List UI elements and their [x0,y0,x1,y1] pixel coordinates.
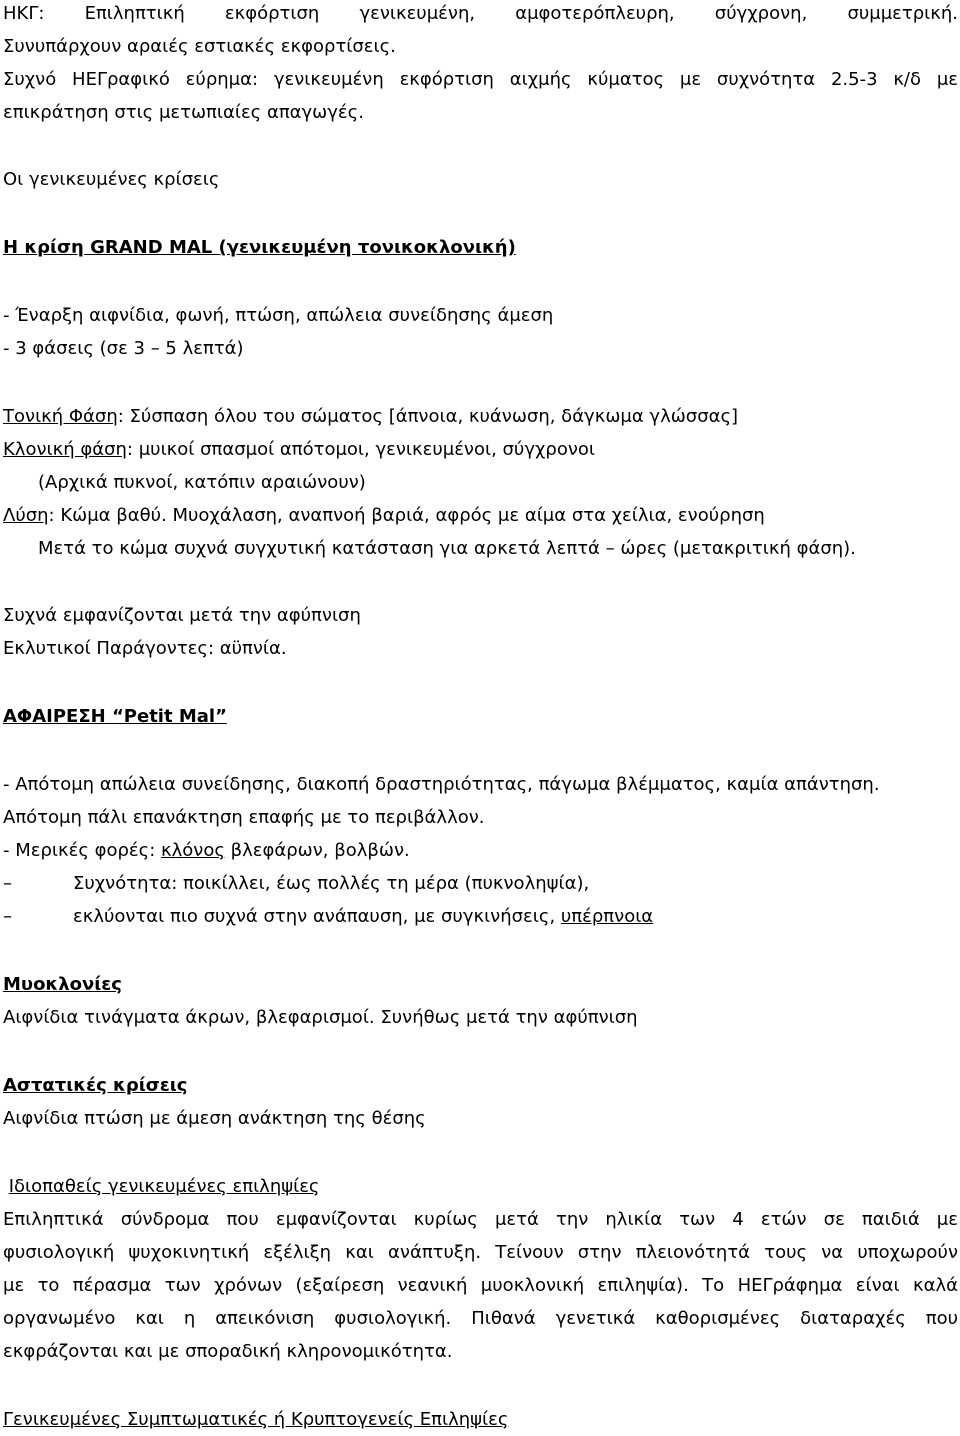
petit-mal-item-2 [3,900,958,933]
myoclonus-text: Αιφνίδια τινάγματα άκρων, βλεφαρισμοί. Συνήθως μετά την αφύπνιση [3,1007,638,1028]
myoclonus-heading: Μυοκλονίες [3,974,122,995]
grand-mal-bullet-onset: - Έναρξη αιφνίδια, φωνή, πτώση, απώλεια συνείδησης άμεση [3,305,554,326]
ekg-line-2: Συνυπάρχουν αραιές εστιακές εκφορτίσεις. [3,36,396,57]
clonic-phase-label: Κλονική φάση [3,439,127,460]
hyperpnea-link: υπέρπνοια [560,906,654,927]
resolution-text: : Κώμα βαθύ. Μυοχάλαση, αναπνοή βαριά, αφρός με αίμα στα χείλια, ενούρηση [48,505,765,526]
tonic-phase-label: Τονική Φάση [3,406,118,427]
idiopathic-line-1: Επιληπτικά σύνδρομα που εμφανίζονται κυρίως μετά την ηλικία των 4 ετών σε παιδιά με [3,1209,958,1230]
after-wake-line: Συχνά εμφανίζονται μετά την αφύπνιση [3,605,361,626]
clonic-phase-line [3,433,958,466]
idiopathic-heading-line [3,1170,958,1203]
petit-mal-line-2: Απότομη πάλι επανάκτηση επαφής με το περιβάλλον. [3,807,485,828]
resolution-line [3,499,958,532]
dash-bullet: – [3,906,12,927]
astatic-heading: Αστατικές κρίσεις [3,1075,188,1096]
tonic-phase-text: : Σύσπαση όλου του σώματος [άπνοια, κυάνωση, δάγκωμα γλώσσας] [117,406,739,427]
idiopathic-line-2: φυσιολογική ψυχοκινητική εξέλιξη και ανάπτυξη. Τείνουν στην πλειονότητά τους να υποχωρούν [3,1242,958,1263]
triggers-line: Εκλυτικοί Παράγοντες: αϋπνία. [3,638,287,659]
eeg-line-1: Συχνό ΗΕΓραφικό εύρημα: γενικευμένη εκφόρτιση αιχμής κύματος με συχνότητα 2.5-3 κ/δ με [3,69,958,90]
astatic-text: Αιφνίδια πτώση με άμεση ανάκτηση της θέσης [3,1108,426,1129]
clonus-link: κλόνος [161,840,225,861]
dash-bullet: – [3,873,12,894]
petit-mal-line-3-suffix: βλεφάρων, βολβών. [224,840,410,861]
petit-mal-line-3 [3,834,958,867]
idiopathic-heading: Ιδιοπαθείς γενικευμένες επιληψίες [8,1176,320,1197]
petit-mal-line-1: - Απότομη απώλεια συνείδησης, διακοπή δραστηριότητας, πάγωμα βλέμματος, καμία απάντηση. [3,774,880,795]
petit-mal-heading: ΑΦΑΙΡΕΣΗ “Petit Mal” [3,706,227,727]
idiopathic-line-5: εκφράζονται και με σποραδική κληρονομικότητα. [3,1341,453,1362]
idiopathic-line-3: με το πέρασμα των χρόνων (εξαίρεση νεανική μυοκλονική επιληψία). Το ΗΕΓράφημα είναι καλά [3,1275,958,1296]
resolution-sub: Μετά το κώμα συχνά συγχυτική κατάσταση για αρκετά λεπτά – ώρες (μετακριτική φάση). [38,538,856,559]
symptomatic-heading: Γενικευμένες Συμπτωματικές ή Κρυπτογενείς Επιληψίες [3,1409,509,1430]
idiopathic-line-4: οργανωμένο και η απεικόνιση φυσιολογική. Πιθανά γενετικά καθορισμένες διαταραχές που [3,1308,958,1329]
grand-mal-bullet-phases: - 3 φάσεις (σε 3 – 5 λεπτά) [3,338,244,359]
resolution-label: Λύση [3,505,49,526]
generalized-seizures-heading: Οι γενικευμένες κρίσεις [3,169,220,190]
clonic-phase-text: : μυικοί σπασμοί απότομοι, γενικευμένοι, σύγχρονοι [126,439,595,460]
document-page [3,0,958,1436]
ekg-line-1: ΗΚΓ: Επιληπτική εκφόρτιση γενικευμένη, αμφοτερόπλευρη, σύγχρονη, συμμετρική. [3,3,958,24]
petit-mal-item-1-text: Συχνότητα: ποικίλλει, έως πολλές τη μέρα (πυκνοληψία), [73,873,590,894]
petit-mal-item-1 [3,867,958,900]
eeg-line-2: επικράτηση στις μετωπιαίες απαγωγές. [3,102,364,123]
petit-mal-item-2-text: εκλύονται πιο συχνά στην ανάπαυση, με συγκινήσεις, [73,906,561,927]
clonic-phase-sub: (Αρχικά πυκνοί, κατόπιν αραιώνουν) [38,472,366,493]
grand-mal-heading: Η κρίση GRAND MAL (γενικευμένη τονικοκλονική) [3,237,516,258]
petit-mal-line-3-prefix: - Μερικές φορές: [3,840,162,861]
tonic-phase-line [3,400,958,433]
